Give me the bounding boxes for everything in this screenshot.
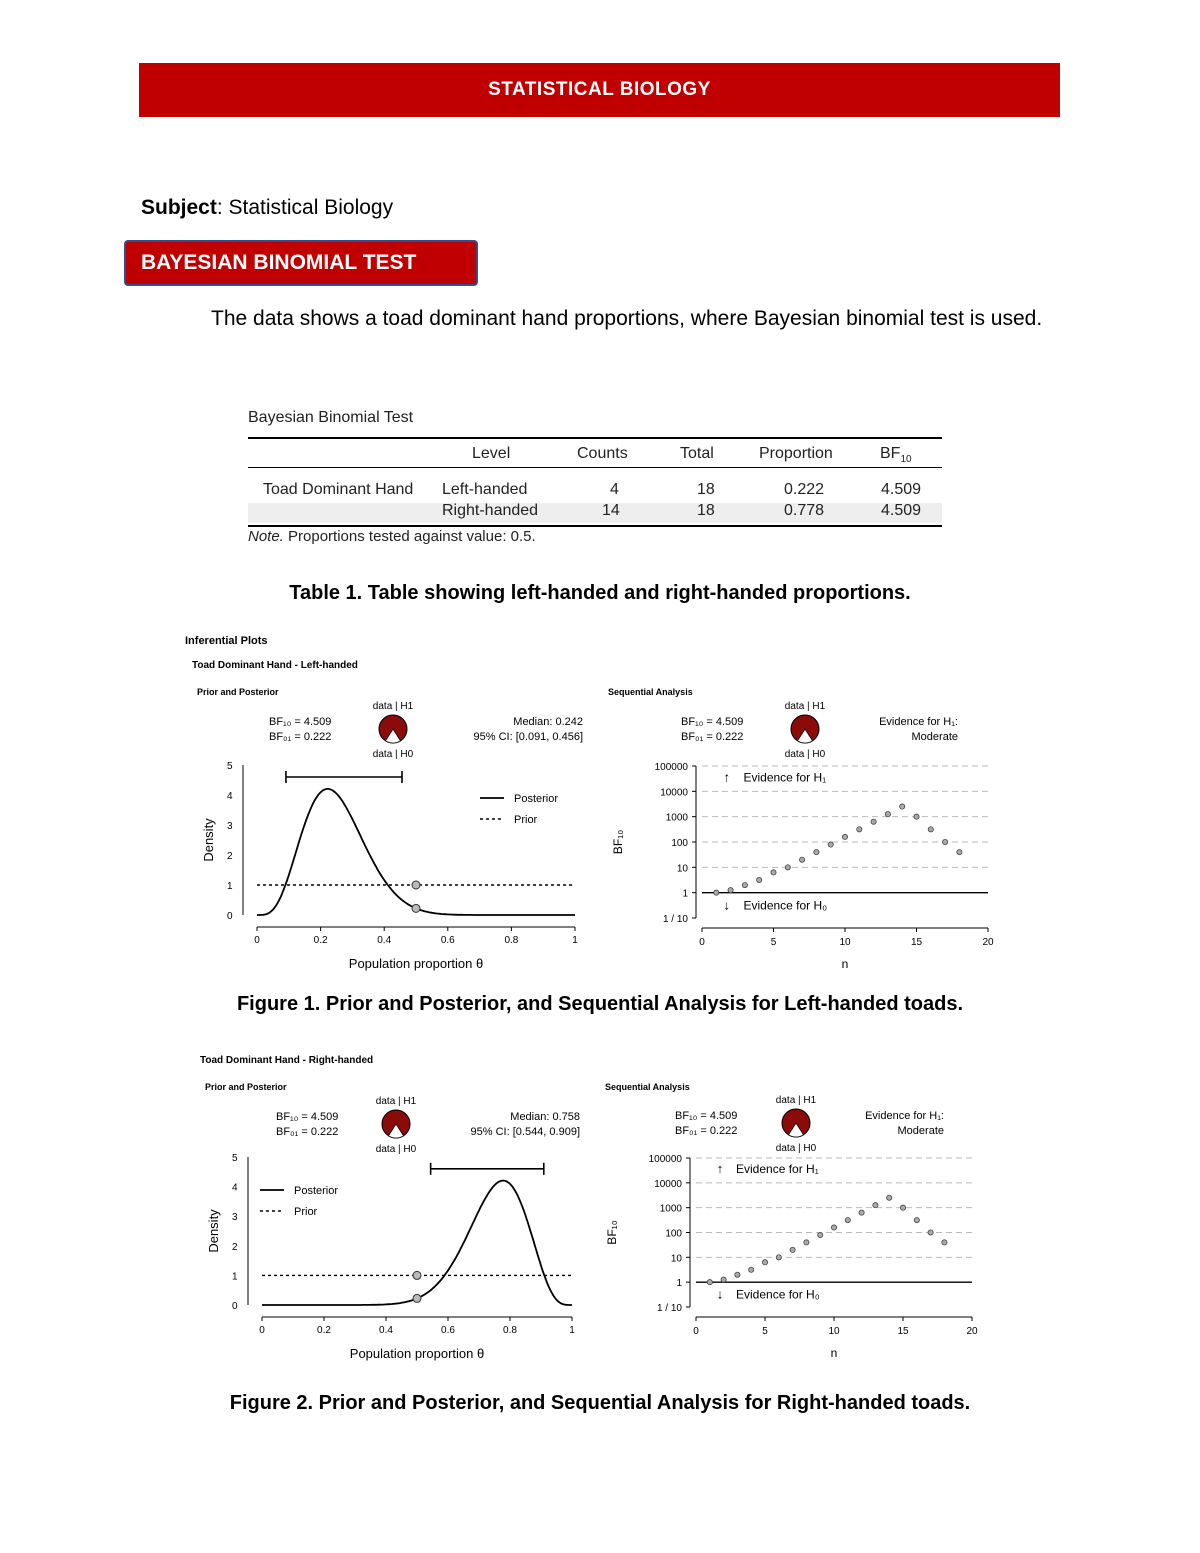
fig2-seq-bf-point — [749, 1267, 754, 1272]
fig2-seq-x-tick-label: 5 — [762, 1326, 768, 1337]
fig1-seq-y-tick-label: 1 / 10 — [662, 914, 688, 925]
fig2-seq-y-tick-label: 100000 — [648, 1154, 682, 1165]
fig1-seq-x-tick-label: 0 — [699, 937, 705, 948]
fig2-pp-x-tick-label: 0.8 — [503, 1325, 517, 1336]
fig1-seq-bf-point — [800, 857, 805, 862]
row2-counts: 14 — [602, 502, 620, 519]
fig2-pp-y-tick-label: 5 — [232, 1153, 238, 1164]
fig2-pp-x-axis-title: Population proportion θ — [349, 1346, 485, 1361]
fig1-seq-x-tick-label: 10 — [839, 937, 851, 948]
fig2-seq-x-axis-title: n — [830, 1346, 838, 1360]
fig1-pp-posterior-curve — [257, 789, 575, 915]
fig1-pp-x-tick-label: 0.4 — [377, 935, 392, 946]
fig1-seq-bf-point — [885, 812, 890, 817]
row2-level: Right-handed — [442, 502, 539, 519]
table-title: Bayesian Binomial Test — [248, 409, 414, 426]
fig1-pp-x-tick-label: 0.6 — [440, 935, 455, 946]
row1-level: Left-handed — [442, 481, 528, 498]
section-title: BAYESIAN BINOMIAL TEST — [141, 251, 417, 274]
fig2-pp-posterior-point — [413, 1294, 421, 1302]
fig2-seq-bf-point — [818, 1232, 823, 1237]
figure-2 — [0, 1040, 1200, 1370]
fig1-seq-arrow-up-icon: ↑ — [723, 769, 730, 785]
fig2-pp-legend-prior: Prior — [294, 1206, 318, 1218]
fig2-subheading: Toad Dominant Hand - Right-handed — [200, 1055, 374, 1066]
fig1-seq-bf-point — [957, 850, 962, 855]
section-heading — [124, 240, 478, 286]
fig1-seq-y-tick-label: 10000 — [660, 787, 688, 799]
fig1-heading: Inferential Plots — [185, 635, 268, 647]
fig2-pp-wheel-top-label: data | H1 — [375, 1096, 417, 1107]
fig2-seq-bf-point — [831, 1225, 836, 1230]
fig1-seq-evidence-label: Evidence for H₁: — [879, 716, 958, 728]
fig1-pp-legend-posterior: Posterior — [514, 793, 559, 805]
table-group-label: Toad Dominant Hand — [263, 481, 414, 498]
fig2-pp-y-tick-label: 4 — [232, 1182, 238, 1194]
fig2-pp-x-tick-label: 0 — [259, 1325, 265, 1336]
fig2-seq-bf-point — [873, 1203, 878, 1208]
fig2-seq-y-axis-title: BF₁₀ — [605, 1220, 619, 1245]
fig1-pp-bf10-label: BF₁₀ = 4.509 — [269, 716, 332, 728]
fig1-seq-evidence-h1-annotation: Evidence for H₁ — [743, 770, 827, 785]
row2-proportion: 0.778 — [784, 502, 825, 519]
fig1-seq-bf-point — [742, 882, 747, 887]
fig1-sequential-plot — [611, 701, 994, 971]
table-caption: Table 1. Table showing left-handed and right-handed proportions. — [289, 582, 911, 604]
fig1-seq-y-tick-label: 100 — [671, 838, 688, 849]
fig2-seq-wheel-top-label: data | H1 — [775, 1095, 817, 1106]
fig1-seq-x-tick-label: 5 — [770, 937, 777, 948]
col-counts: Counts — [577, 445, 628, 462]
fig2-pp-x-tick-label: 0.2 — [317, 1325, 331, 1336]
fig2-seq-evidence-label: Evidence for H₁: — [865, 1110, 944, 1122]
fig2-seq-bf-point — [900, 1205, 905, 1210]
row1-proportion: 0.222 — [784, 481, 825, 498]
fig2-seq-bf-point — [735, 1272, 740, 1277]
fig1-seq-x-tick-label: 20 — [982, 937, 994, 948]
fig2-pp-legend-posterior: Posterior — [294, 1185, 339, 1197]
col-bf-sub: 10 — [900, 454, 912, 466]
fig2-seq-bf-point — [859, 1210, 864, 1215]
fig2-seq-bf-point — [790, 1247, 795, 1252]
fig2-seq-bf-point — [804, 1240, 809, 1245]
fig1-seq-bf-point — [714, 890, 719, 895]
fig2-pp-y-tick-label: 1 — [232, 1271, 238, 1283]
fig2-seq-y-tick-label: 10000 — [654, 1178, 682, 1190]
fig2-seq-bf01-label: BF₀₁ = 0.222 — [675, 1125, 738, 1137]
fig1-pp-x-tick-label: 1 — [572, 935, 578, 946]
fig1-seq-y-tick-label: 100000 — [654, 762, 688, 773]
fig1-pp-x-tick-label: 0.8 — [504, 935, 519, 946]
fig1-pp-y-tick-label: 5 — [227, 761, 233, 772]
fig1-seq-x-axis-title: n — [841, 957, 849, 971]
fig2-seq-x-tick-label: 10 — [828, 1326, 840, 1337]
fig2-pp-ci-label: 95% CI: [0.544, 0.909] — [470, 1126, 580, 1138]
table-note — [248, 528, 536, 545]
banner-title: STATISTICAL BIOLOGY — [488, 79, 711, 100]
note-label: Note. — [248, 528, 284, 545]
fig1-seq-evidence-h0-annotation: Evidence for H₀ — [743, 898, 828, 913]
subject-line — [141, 196, 393, 220]
fig2-seq-evidence-h0-annotation: Evidence for H₀ — [736, 1287, 820, 1302]
fig1-pp-bf01-label: BF₀₁ = 0.222 — [269, 731, 332, 743]
row2-total: 18 — [697, 502, 715, 519]
fig2-seq-bf-point — [928, 1230, 933, 1235]
fig2-seq-title: Sequential Analysis — [605, 1082, 690, 1092]
fig2-sequential-plot — [605, 1095, 978, 1360]
row2-bf: 4.509 — [881, 502, 922, 519]
fig2-seq-bf-point — [887, 1195, 892, 1200]
fig1-pp-y-tick-label: 2 — [227, 851, 233, 862]
fig1-pp-title: Prior and Posterior — [197, 687, 279, 697]
fig2-pp-y-axis-title: Density — [206, 1209, 221, 1253]
fig1-pp-x-tick-label: 0 — [254, 935, 260, 946]
fig2-pp-wheel-bottom-label: data | H0 — [375, 1144, 417, 1155]
fig1-pp-x-axis-title: Population proportion θ — [348, 956, 484, 971]
fig2-pp-x-tick-label: 0.6 — [441, 1325, 455, 1336]
fig1-seq-wheel-bottom-label: data | H0 — [784, 749, 826, 760]
fig2-pp-bf10-label: BF₁₀ = 4.509 — [276, 1111, 339, 1123]
fig1-seq-bf-point — [814, 850, 819, 855]
fig2-seq-bf-point — [721, 1277, 726, 1282]
fig1-pp-posterior-point — [412, 904, 420, 912]
figure-1 — [0, 625, 1200, 985]
subject-separator: : — [216, 196, 223, 219]
fig2-seq-bf-point — [762, 1260, 767, 1265]
fig1-pp-median-label: Median: 0.242 — [513, 716, 583, 728]
fig1-seq-bf10-label: BF₁₀ = 4.509 — [681, 716, 744, 728]
fig1-prior-posterior-plot — [201, 701, 583, 971]
fig1-seq-arrow-down-icon: ↓ — [723, 897, 730, 913]
fig1-seq-bf-point — [842, 834, 847, 839]
note-text: Proportions tested against value: 0.5. — [283, 528, 536, 545]
fig2-seq-y-tick-label: 1 / 10 — [656, 1303, 682, 1314]
fig2-pp-median-label: Median: 0.758 — [510, 1111, 580, 1123]
fig1-seq-bf-point — [900, 804, 905, 809]
fig2-seq-evidence-h1-annotation: Evidence for H₁ — [736, 1162, 819, 1177]
fig2-pp-title: Prior and Posterior — [205, 1082, 287, 1092]
fig1-seq-evidence-value: Moderate — [911, 731, 958, 743]
col-bf — [880, 445, 912, 465]
fig2-seq-bf-point — [845, 1217, 850, 1222]
fig1-seq-y-axis-title: BF₁₀ — [611, 829, 625, 855]
fig2-pp-posterior-curve — [262, 1181, 572, 1305]
fig1-pp-y-tick-label: 4 — [227, 791, 233, 802]
table-top-rule — [248, 437, 942, 439]
fig2-seq-y-tick-label: 100 — [665, 1228, 682, 1240]
fig2-seq-x-tick-label: 15 — [897, 1326, 909, 1337]
fig1-pp-ci-label: 95% CI: [0.091, 0.456] — [473, 731, 583, 743]
fig1-subheading: Toad Dominant Hand - Left-handed — [192, 660, 358, 671]
fig2-pp-y-tick-label: 2 — [232, 1241, 238, 1253]
fig1-pp-wheel-bottom-label: data | H0 — [372, 749, 414, 760]
fig2-pp-prior-point — [413, 1271, 421, 1279]
fig2-seq-evidence-value: Moderate — [897, 1125, 944, 1137]
figure1-caption: Figure 1. Prior and Posterior, and Sequential Analysis for Left-handed toads. — [236, 993, 964, 1015]
fig1-pp-wheel-top-label: data | H1 — [372, 701, 414, 712]
fig2-seq-bf10-label: BF₁₀ = 4.509 — [675, 1110, 738, 1122]
fig2-pp-bf01-label: BF₀₁ = 0.222 — [276, 1126, 339, 1138]
fig2-seq-y-tick-label: 10 — [670, 1253, 682, 1265]
header-banner — [139, 63, 1060, 117]
fig1-seq-wheel-top-label: data | H1 — [784, 701, 826, 712]
row1-total: 18 — [697, 481, 715, 498]
fig1-seq-bf-point — [757, 877, 762, 882]
fig2-prior-posterior-plot — [206, 1096, 580, 1361]
fig1-seq-bf-point — [943, 839, 948, 844]
fig2-seq-y-tick-label: 1000 — [659, 1203, 682, 1215]
fig1-seq-title: Sequential Analysis — [608, 687, 693, 697]
fig2-seq-arrow-down-icon: ↓ — [716, 1286, 724, 1302]
fig2-seq-bf-point — [942, 1240, 947, 1245]
fig1-seq-bf-point — [871, 819, 876, 824]
fig2-pp-y-tick-label: 0 — [232, 1301, 238, 1312]
fig1-seq-bf01-label: BF₀₁ = 0.222 — [681, 731, 744, 743]
row1-counts: 4 — [610, 481, 619, 498]
fig2-pp-y-tick-label: 3 — [232, 1212, 238, 1224]
col-proportion: Proportion — [759, 445, 833, 462]
fig2-pp-x-tick-label: 1 — [569, 1325, 575, 1336]
fig1-seq-y-tick-label: 1 — [682, 888, 688, 900]
fig2-seq-bf-point — [776, 1255, 781, 1260]
table-header-rule — [248, 467, 942, 468]
fig1-seq-x-tick-label: 15 — [910, 937, 923, 948]
fig2-seq-bf-point — [914, 1217, 919, 1222]
fig1-pp-y-tick-label: 0 — [227, 911, 233, 922]
fig1-pp-prior-point — [412, 881, 420, 889]
table-bottom-rule — [248, 525, 942, 527]
col-level: Level — [472, 445, 511, 462]
col-total: Total — [680, 445, 714, 462]
fig2-seq-arrow-up-icon: ↑ — [716, 1161, 724, 1177]
fig1-seq-bf-point — [771, 870, 776, 875]
fig1-pp-y-tick-label: 1 — [227, 881, 233, 892]
fig2-seq-wheel-bottom-label: data | H0 — [775, 1143, 817, 1154]
fig1-seq-y-tick-label: 1000 — [665, 812, 688, 824]
figure2-caption: Figure 2. Prior and Posterior, and Sequential Analysis for Right-handed toads. — [229, 1392, 971, 1414]
fig1-seq-y-tick-label: 10 — [676, 863, 688, 875]
fig1-seq-bf-point — [914, 814, 919, 819]
col-bf-label: BF — [880, 445, 901, 462]
intro-paragraph: The data shows a toad dominant hand proportions, where Bayesian binomial test is used. — [211, 307, 1043, 330]
fig2-seq-x-tick-label: 20 — [966, 1326, 978, 1337]
fig1-seq-bf-point — [785, 865, 790, 870]
table-row-shade — [248, 503, 942, 523]
fig1-seq-bf-point — [928, 827, 933, 832]
fig1-pp-y-axis-title: Density — [201, 818, 216, 862]
row1-bf: 4.509 — [881, 481, 922, 498]
fig1-seq-bf-point — [728, 888, 733, 893]
fig1-pp-legend-prior: Prior — [514, 814, 538, 826]
fig2-seq-bf-point — [707, 1280, 712, 1285]
fig1-seq-bf-point — [828, 842, 833, 847]
fig1-pp-x-tick-label: 0.2 — [313, 935, 328, 946]
fig2-seq-y-tick-label: 1 — [676, 1278, 682, 1290]
fig1-pp-y-tick-label: 3 — [227, 821, 233, 832]
subject-label: Subject — [141, 196, 217, 219]
fig1-seq-bf-point — [857, 827, 862, 832]
subject-value: Statistical Biology — [222, 196, 394, 219]
fig2-seq-x-tick-label: 0 — [693, 1326, 699, 1337]
fig2-pp-x-tick-label: 0.4 — [379, 1325, 393, 1336]
